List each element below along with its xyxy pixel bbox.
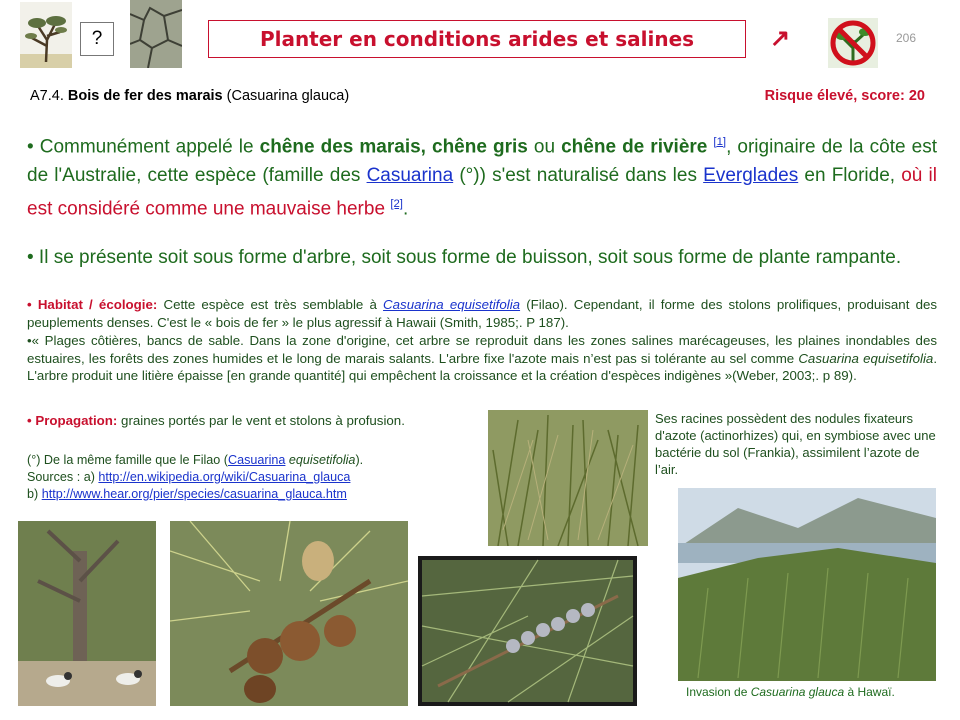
text: en Floride, [798,165,902,187]
species-latin: (Casuarina glauca) [226,88,350,104]
common-name-1: chêne des marais, chêne gris [259,136,528,158]
text: b) [27,487,42,501]
common-name-2: chêne de rivière [561,136,708,158]
cracked-soil-icon [130,0,182,68]
page-title: Planter en conditions arides et salines [208,20,746,58]
photo-caption [686,685,895,699]
question-mark-box: ? [80,22,114,56]
text: (°) De la même famille que le Filao ( [27,453,229,467]
text: Invasion de [686,685,751,699]
propagation-label: • Propagation: [27,413,118,428]
text: à Hawaï. [844,685,895,699]
hawaii-invasion-photo [678,488,936,681]
weed-statement: où il est considéré comme une mauvaise herbe [27,165,937,220]
shrub-photo [488,410,648,546]
bullet: • [27,136,40,158]
text: . [402,198,409,220]
text: Sources : a) [27,470,99,484]
text: graines portés par le vent et stolons à profusion. [117,413,405,428]
text: (Filao). Cependant, il forme des stolons prolifiques, produisant des peuplements denses. C'est le « bois de fer » le plus agressif à Hawaii (Smith, 1985;. P 187). [27,297,938,330]
reference-link-1[interactable]: [1] [713,136,727,148]
family-note [27,452,363,469]
text: , originaire de la côte est de l'Australie, cette espèce (famille des [27,136,937,187]
text: ou [527,136,562,158]
dry-tree-icon [20,2,72,68]
paragraph-quote [27,332,937,385]
source-b [27,486,363,503]
text: •« Plages côtières, bancs de sable. Dans la zone d'origine, cet arbre se reproduit dans les zones salines marécageuses, les plaines inondables des estuaires, les forêts des zones humides et le long de marais salants. L'arbre fixe l'azote mais n’est pas si tolérante au sel comme [27,333,937,366]
casuarina-family-link[interactable]: Casuarina [228,453,286,467]
page-number: 206 [896,31,917,45]
no-plant-icon [828,18,878,68]
paragraph-forms: • Il se présente soit sous forme d'arbre, soit sous forme de buisson, soit sous forme de plante rampante. [27,247,902,268]
risk-score: Risque élevé, score: 20 [764,88,925,104]
wikipedia-link[interactable]: http://en.wikipedia.org/wiki/Casuarina_glauca [98,470,351,484]
trend-arrow-icon: ↗ [770,25,791,52]
everglades-link[interactable]: Everglades [703,165,799,187]
casuarina-link[interactable]: Casuarina [366,165,454,187]
text: . L'arbre produit une litière épaisse [en grande quantité] qui empêchent la croissance et la création d'espèces indigènes »(Weber, 2003;. p 89). [27,350,938,383]
equisetifolia-link[interactable]: Casuarina equisetifolia [383,297,521,312]
sources-block [27,452,363,503]
needles-photo [418,556,637,706]
tree-birds-photo [18,521,156,706]
paragraph-common-names [27,128,937,224]
species-italic: Casuarina equisetifolia [798,350,934,366]
source-a [27,469,363,486]
text: Casuarina glauca [750,685,845,699]
paragraph-propagation [27,412,497,430]
text: Communément appelé le [39,136,260,158]
text: equisetifolia [285,453,356,467]
species-code: A7.4. [30,88,68,104]
reference-link-2[interactable]: [2] [390,198,403,211]
habitat-label: • Habitat / écologie: [27,297,158,312]
hear-link[interactable]: http://www.hear.org/pier/species/casuarina_glauca.htm [41,487,347,501]
species-name: Bois de fer des marais [67,88,223,104]
text: Cette espèce est très semblable à [157,297,384,312]
nodules-note: Ses racines possèdent des nodules fixateurs d'azote (actinorhizes) qui, en symbiose avec une bactérie du sol (Frankia), assimilent l’azote de l’air. [655,411,936,477]
text: (°)) s'est naturalisé dans les [453,165,704,187]
paragraph-habitat [27,296,937,331]
species-header [30,88,925,104]
cones-photo [170,521,408,706]
text: ). [355,453,364,467]
